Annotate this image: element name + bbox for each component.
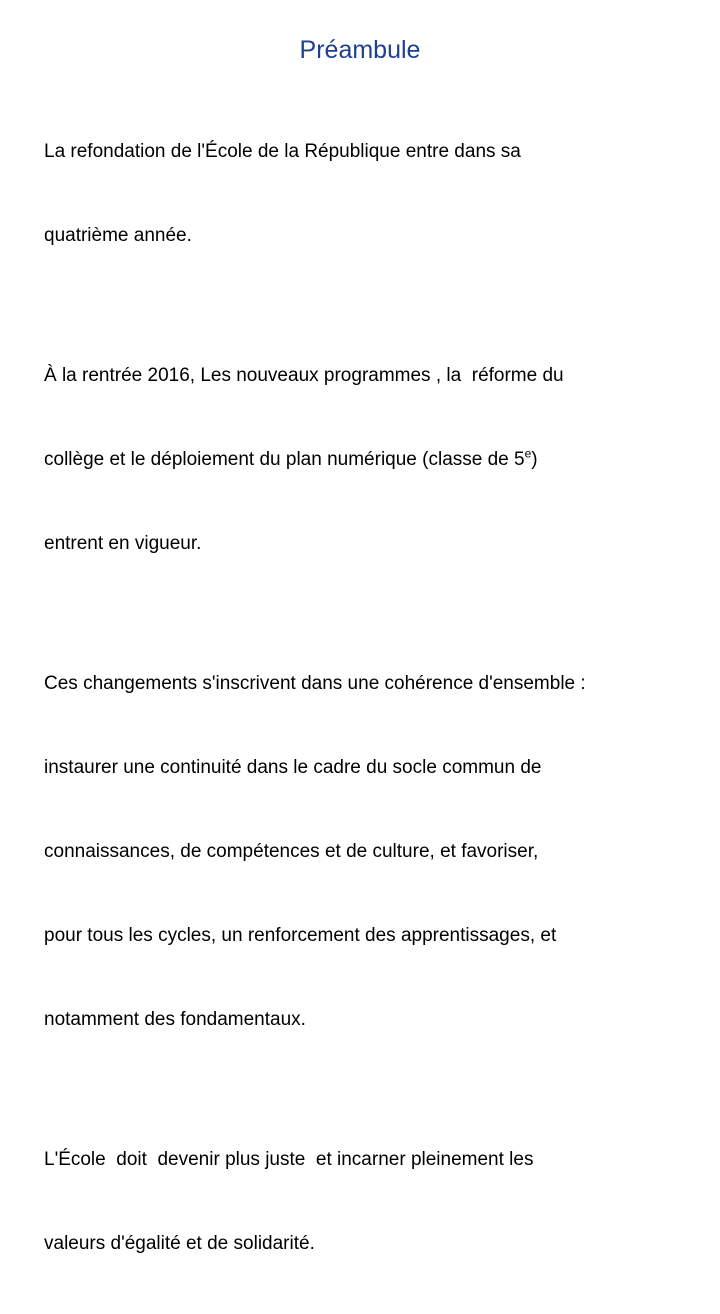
paragraph-4-line-2: valeurs d'égalité et de solidarité. bbox=[44, 1233, 315, 1254]
paragraph-2-line-2 bbox=[44, 446, 680, 474]
paragraph-2 bbox=[44, 306, 680, 614]
paragraph-2-line-1: À la rentrée 2016, Les nouveaux programmes , la réforme du bbox=[44, 365, 564, 386]
paragraph-3-line-4: pour tous les cycles, un renforcement des apprentissages, et bbox=[44, 925, 557, 946]
paragraph-3-line-1: Ces changements s'inscrivent dans une cohérence d'ensemble : bbox=[44, 673, 586, 694]
paragraph-1 bbox=[44, 82, 680, 306]
paragraph-3-line-5: notamment des fondamentaux. bbox=[44, 1009, 306, 1030]
paragraph-3-line-3: connaissances, de compétences et de culture, et favoriser, bbox=[44, 841, 539, 862]
paragraph-4 bbox=[44, 1090, 680, 1314]
paragraph-1-line-1: La refondation de l'École de la République entre dans sa bbox=[44, 141, 521, 162]
slide-title: Préambule bbox=[299, 36, 421, 64]
superscript-e: e bbox=[524, 446, 532, 461]
paragraph-3 bbox=[44, 614, 680, 1090]
paragraph-2-line-3: entrent en vigueur. bbox=[44, 533, 202, 554]
paragraph-2-line-2-text: collège et le déploiement du plan numérique (classe de 5 bbox=[44, 449, 525, 470]
slide-body bbox=[44, 82, 680, 1314]
paragraph-3-line-2: instaurer une continuité dans le cadre du socle commun de bbox=[44, 757, 542, 778]
paragraph-4-line-1: L'École doit devenir plus juste et incarner pleinement les bbox=[44, 1149, 534, 1170]
closing-parenthesis: ) bbox=[531, 449, 538, 470]
paragraph-1-line-2: quatrième année. bbox=[44, 225, 192, 246]
